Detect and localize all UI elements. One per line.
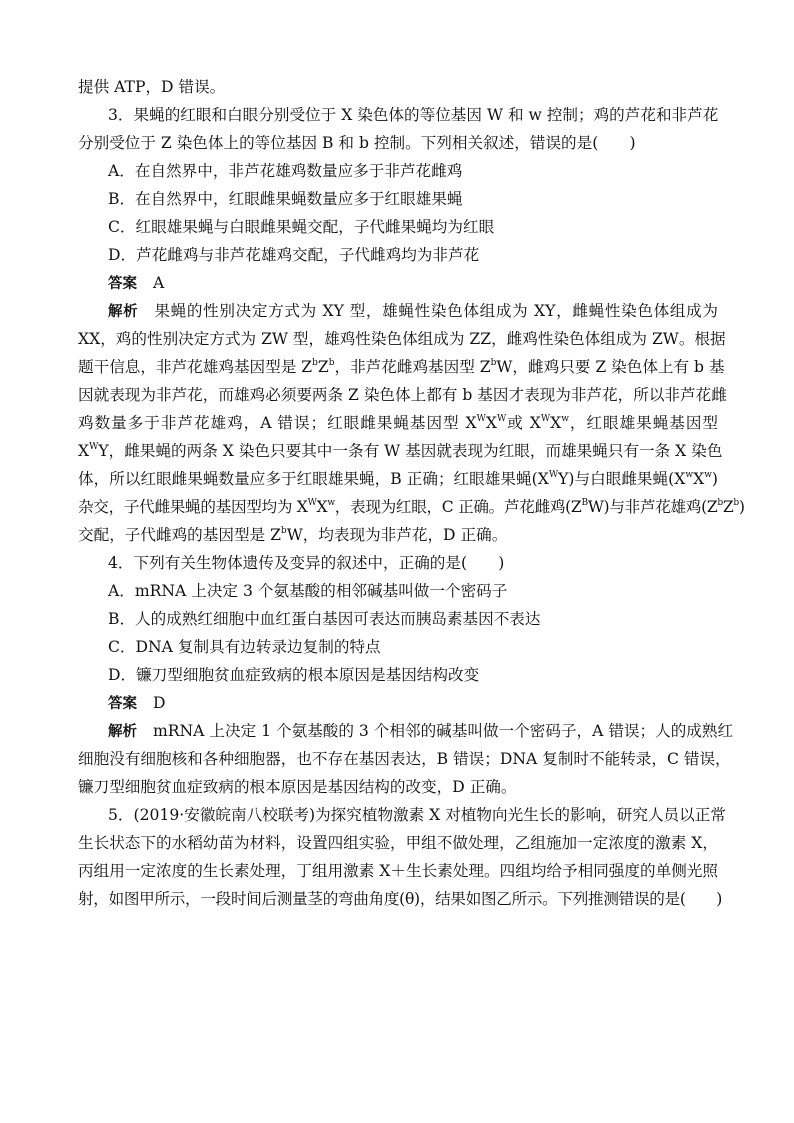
question-5-stem: 5．(2019·安徽皖南八校联考)为探究植物激素 X 对植物向光生长的影响，研究人员以正常 [108, 806, 726, 824]
question-4-stem: 4．下列有关生物体遗传及变异的叙述中，正确的是( ) [108, 554, 505, 572]
question-5-stem-cont: 生长状态下的水稻幼苗为材料，设置四组实验，甲组不做处理，乙组施加一定浓度的激素 X， [78, 834, 718, 852]
analysis-text: $X^WY$，雌果蝇的两条 X 染色只要其中一条有 W 基因就表现为红眼，而雄果蝇只有一条 X 染色 [78, 441, 723, 460]
question-3-stem-cont: 分别受位于 Z 染色体上的等位基因 B 和 b 控制。下列相关叙述，错误的是( ) [78, 134, 636, 152]
analysis-text: 体，所以红眼雌果蝇数量应多于红眼雄果蝇，B 正确；红眼雄果蝇$(X^WY)$与白眼雌果蝇$(X^wX^w)$ [78, 469, 718, 488]
answer-value: D [153, 694, 166, 712]
option-a: A．mRNA 上决定 3 个氨基酸的相邻碱基叫做一个密码子 [108, 582, 508, 600]
analysis-line [108, 718, 734, 744]
option-a: A．在自然界中，非芦花雄鸡数量应多于非芦花雌鸡 [108, 162, 463, 180]
analysis-text: 鸡数量多于非芦花雄鸡，A 错误；红眼雌果蝇基因型 $X^WX^W$或 $X^WX^w$，红眼雄果蝇基因型 [78, 413, 718, 432]
analysis-text: 交配，子代雌鸡的基因型是 $Z^bW$，均表现为非芦花，D 正确。 [78, 525, 508, 544]
question-5-stem-cont: 射，如图甲所示，一段时间后测量茎的弯曲角度(θ)，结果如图乙所示。下列推测错误的是( ) [78, 890, 722, 908]
analysis-label: 解析 [108, 304, 139, 320]
analysis-text: 果蝇的性别决定方式为 XY 型，雄蝇性染色体组成为 XY，雌蝇性染色体组成为 [154, 302, 719, 320]
text-line: 提供 ATP，D 错误。 [78, 78, 226, 96]
option-c: C．DNA 复制具有边转录边复制的特点 [108, 638, 381, 656]
analysis-text: 因就表现为非芦花，而雄鸡必须要两条 Z 染色体上都有 b 基因才表现为非芦花，所以非芦花雌 [78, 386, 727, 404]
analysis-line [108, 298, 718, 324]
option-d: D．镰刀型细胞贫血症致病的根本原因是基因结构改变 [108, 666, 480, 684]
answer-line [108, 270, 718, 296]
option-b: B．人的成熟红细胞中血红蛋白基因可表达而胰岛素基因不表达 [108, 610, 541, 628]
analysis-label: 解析 [108, 724, 137, 740]
analysis-text: 题干信息，非芦花雄鸡基因型是 $Z^bZ^b$，非芦花雌鸡基因型 $Z^bW$，雌鸡只要 Z 染色体上有 b 基 [78, 357, 725, 376]
analysis-text: 细胞没有细胞核和各种细胞器，也不存在基因表达，B 错误；DNA 复制时不能转录，C 错误， [78, 750, 731, 768]
option-b: B．在自然界中，红眼雌果蝇数量应多于红眼雄果蝇 [108, 190, 463, 208]
analysis-text: mRNA 上决定 1 个氨基酸的 3 个相邻的碱基叫做一个密码子，A 错误；人的成熟红 [153, 722, 734, 740]
answer-label: 答案 [108, 276, 137, 292]
answer-label: 答案 [108, 696, 137, 712]
analysis-text: 杂交，子代雌果蝇的基因型均为 $X^WX^w$，表现为红眼，C 正确。芦花雌鸡$(Z^BW)$与非芦花雄鸡$(Z^bZ^b)$ [78, 497, 745, 516]
answer-line [108, 690, 718, 716]
option-c: C．红眼雄果蝇与白眼雌果蝇交配，子代雌果蝇均为红眼 [108, 218, 495, 236]
analysis-text: 镰刀型细胞贫血症致病的根本原因是基因结构的改变，D 正确。 [78, 778, 517, 796]
question-5-stem-cont: 丙组用一定浓度的生长素处理，丁组用激素 X＋生长素处理。四组均给予相同强度的单侧光照 [78, 862, 718, 880]
answer-value: A [153, 274, 165, 292]
analysis-text: XX，鸡的性别决定方式为 ZW 型，雄鸡性染色体组成为 ZZ，雌鸡性染色体组成为 ZW。根据 [78, 330, 726, 348]
question-3-stem: 3．果蝇的红眼和白眼分别受位于 X 染色体的等位基因 W 和 w 控制；鸡的芦花和非芦花 [108, 106, 719, 124]
option-d: D．芦花雌鸡与非芦花雄鸡交配，子代雌鸡均为非芦花 [108, 246, 480, 264]
